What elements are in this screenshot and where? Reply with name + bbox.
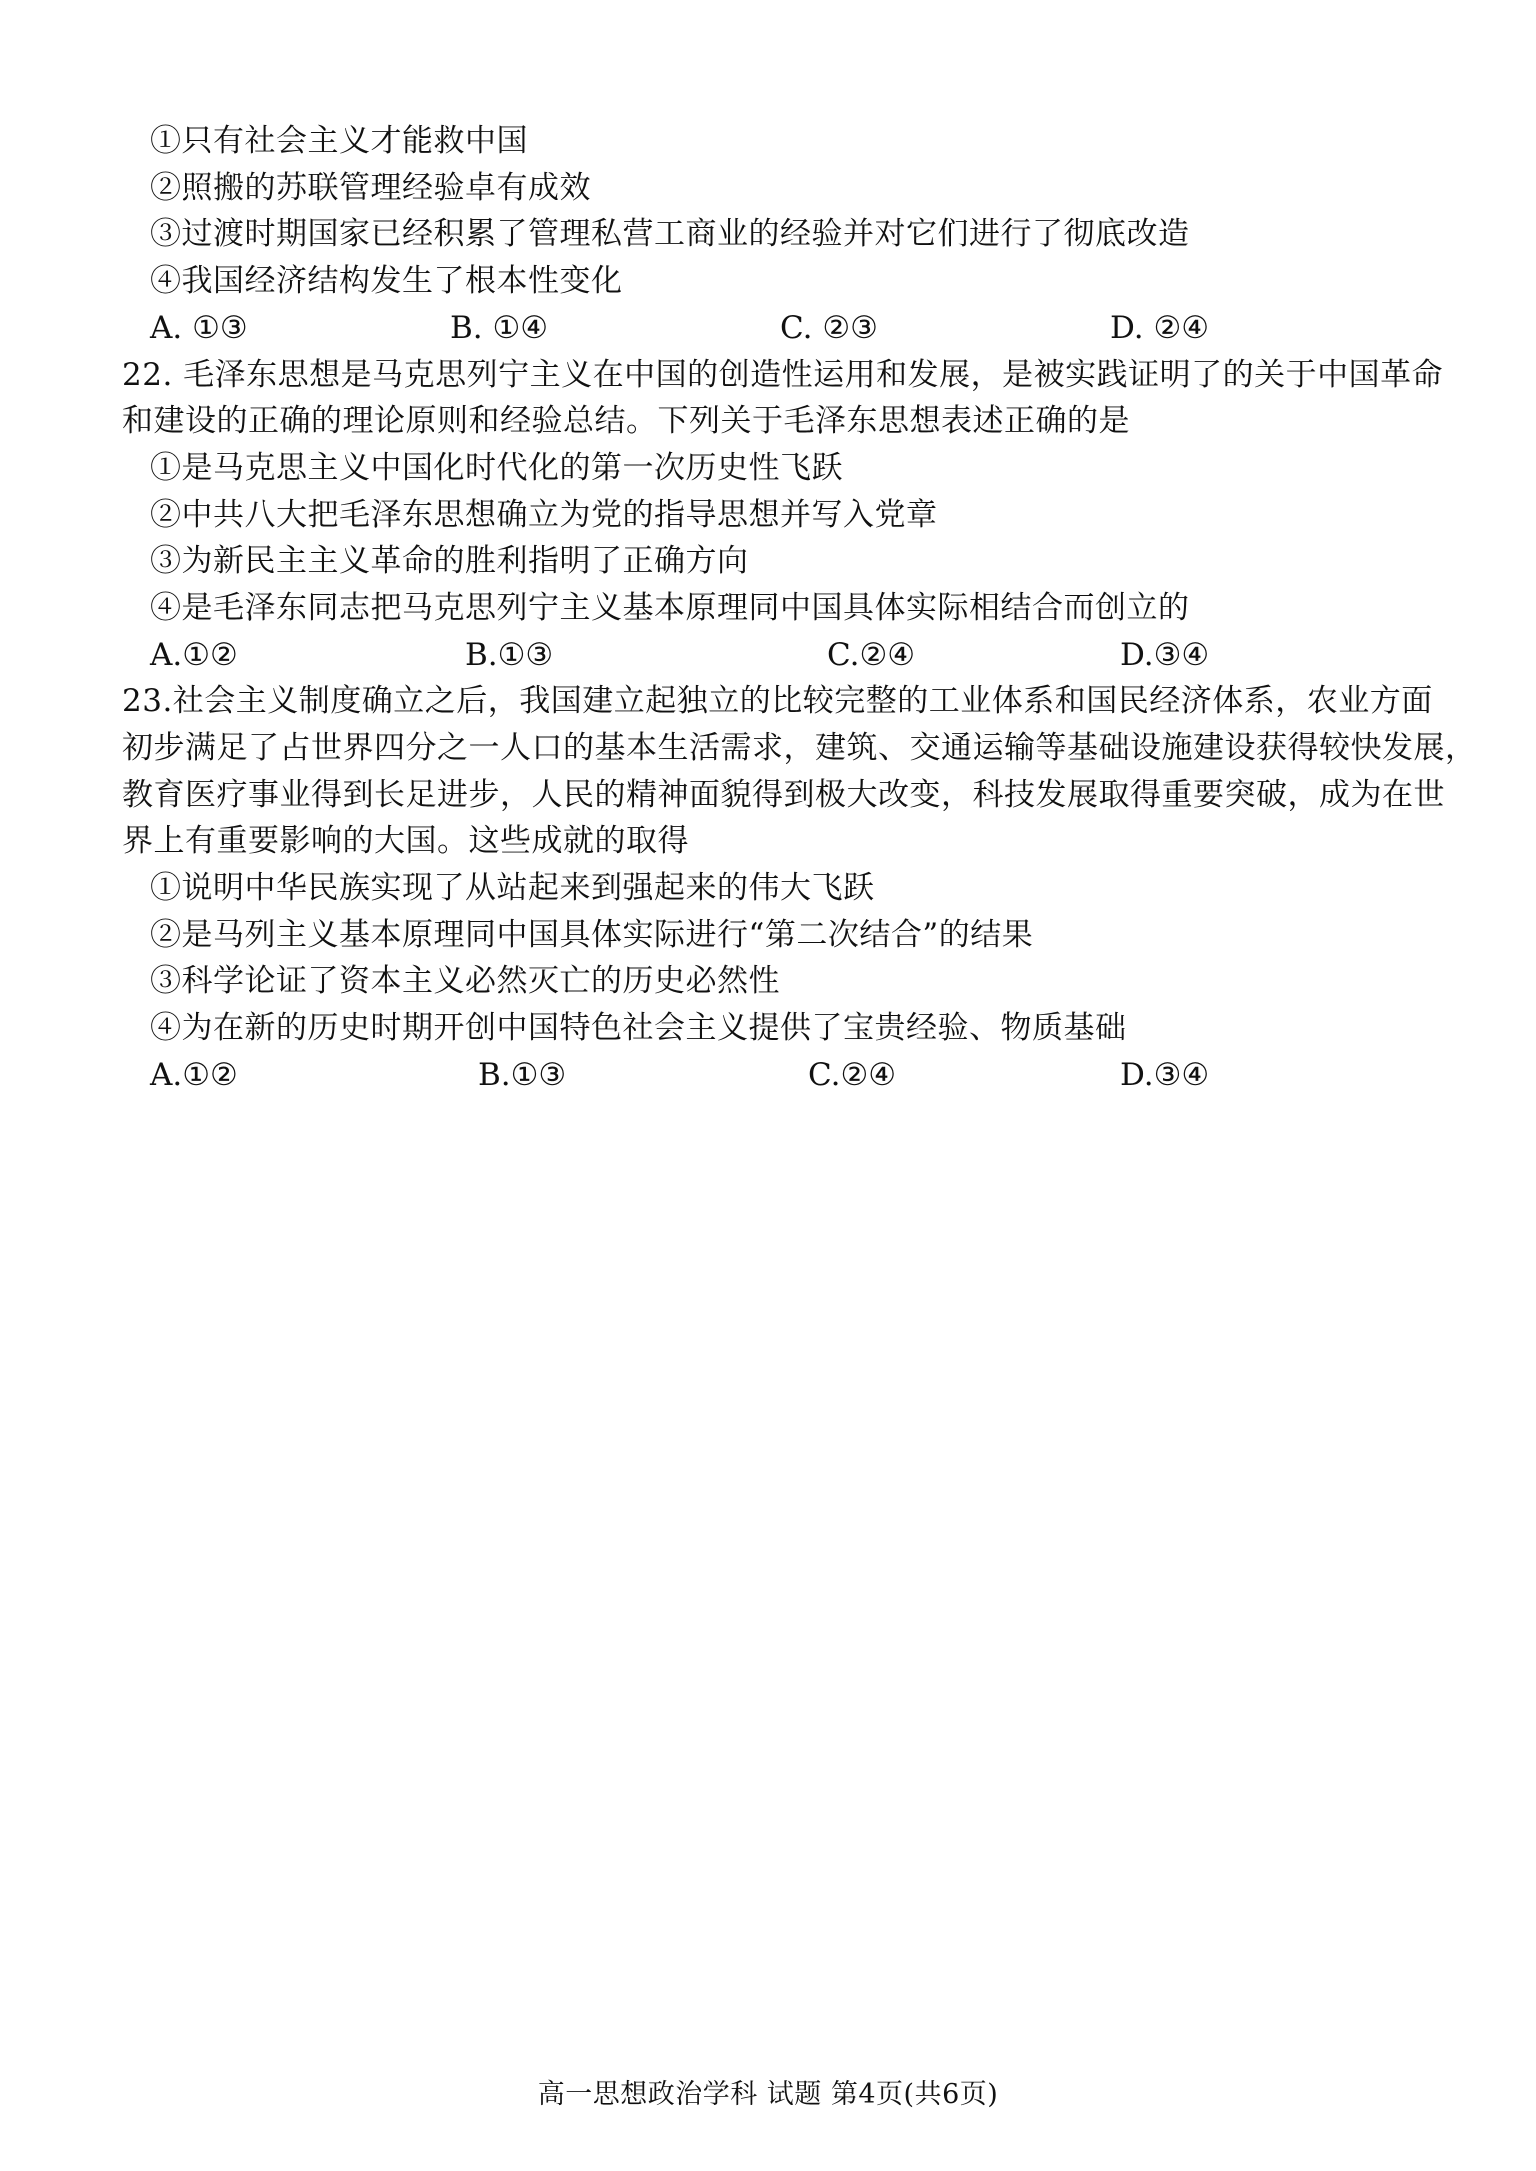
q22-choice-d: D.③④ — [1120, 637, 1210, 673]
page-footer: 高一思想政治学科 试题 第4页(共6页) — [537, 2079, 999, 2110]
q23-item-1: ①说明中华民族实现了从站起来到强起来的伟大飞跃 — [150, 870, 875, 906]
q21-item-4: ④我国经济结构发生了根本性变化 — [150, 263, 623, 299]
q22-item-3: ③为新民主主义革命的胜利指明了正确方向 — [150, 543, 749, 579]
q22-choice-b: B.①③ — [465, 637, 554, 673]
q21-item-1: ①只有社会主义才能救中国 — [150, 123, 528, 159]
q23-choice-a: A.①② — [150, 1057, 238, 1093]
q21-choice-a: A. ①③ — [150, 310, 248, 346]
q21-item-2: ②照搬的苏联管理经验卓有成效 — [150, 170, 591, 206]
q23-choice-d: D.③④ — [1120, 1057, 1210, 1093]
q22-stem-line-1: 22. 毛泽东思想是马克思列宁主义在中国的创造性运用和发展，是被实践证明了的关于中国革命 — [122, 357, 1444, 393]
q23-choice-b: B.①③ — [478, 1057, 567, 1093]
q22-choice-a: A.①② — [150, 637, 238, 673]
q23-item-3: ③科学论证了资本主义必然灭亡的历史必然性 — [150, 963, 780, 999]
q23-stem-line-1: 23.社会主义制度确立之后，我国建立起独立的比较完整的工业体系和国民经济体系，农业方面 — [122, 683, 1433, 719]
q23-item-4: ④为在新的历史时期开创中国特色社会主义提供了宝贵经验、物质基础 — [150, 1010, 1127, 1046]
q22-item-4: ④是毛泽东同志把马克思列宁主义基本原理同中国具体实际相结合而创立的 — [150, 590, 1190, 626]
q23-stem-line-4: 界上有重要影响的大国。这些成就的取得 — [122, 823, 689, 859]
q22-choice-c: C.②④ — [827, 637, 916, 673]
q23-item-2: ②是马列主义基本原理同中国具体实际进行“第二次结合”的结果 — [150, 917, 1034, 953]
q21-item-3: ③过渡时期国家已经积累了管理私营工商业的经验并对它们进行了彻底改造 — [150, 216, 1190, 252]
q23-stem-line-2: 初步满足了占世界四分之一人口的基本生活需求，建筑、交通运输等基础设施建设获得较快发展， — [122, 730, 1477, 766]
q23-choice-c: C.②④ — [808, 1057, 897, 1093]
q22-item-1: ①是马克思主义中国化时代化的第一次历史性飞跃 — [150, 450, 843, 486]
q21-choice-b: B. ①④ — [450, 310, 549, 346]
q23-stem-line-3: 教育医疗事业得到长足进步，人民的精神面貌得到极大改变，科技发展取得重要突破，成为在世 — [122, 777, 1445, 813]
q22-item-2: ②中共八大把毛泽东思想确立为党的指导思想并写入党章 — [150, 497, 938, 533]
q22-stem-line-2: 和建设的正确的理论原则和经验总结。下列关于毛泽东思想表述正确的是 — [122, 403, 1130, 439]
q21-choice-c: C. ②③ — [780, 310, 878, 346]
q21-choice-d: D. ②④ — [1110, 310, 1210, 346]
